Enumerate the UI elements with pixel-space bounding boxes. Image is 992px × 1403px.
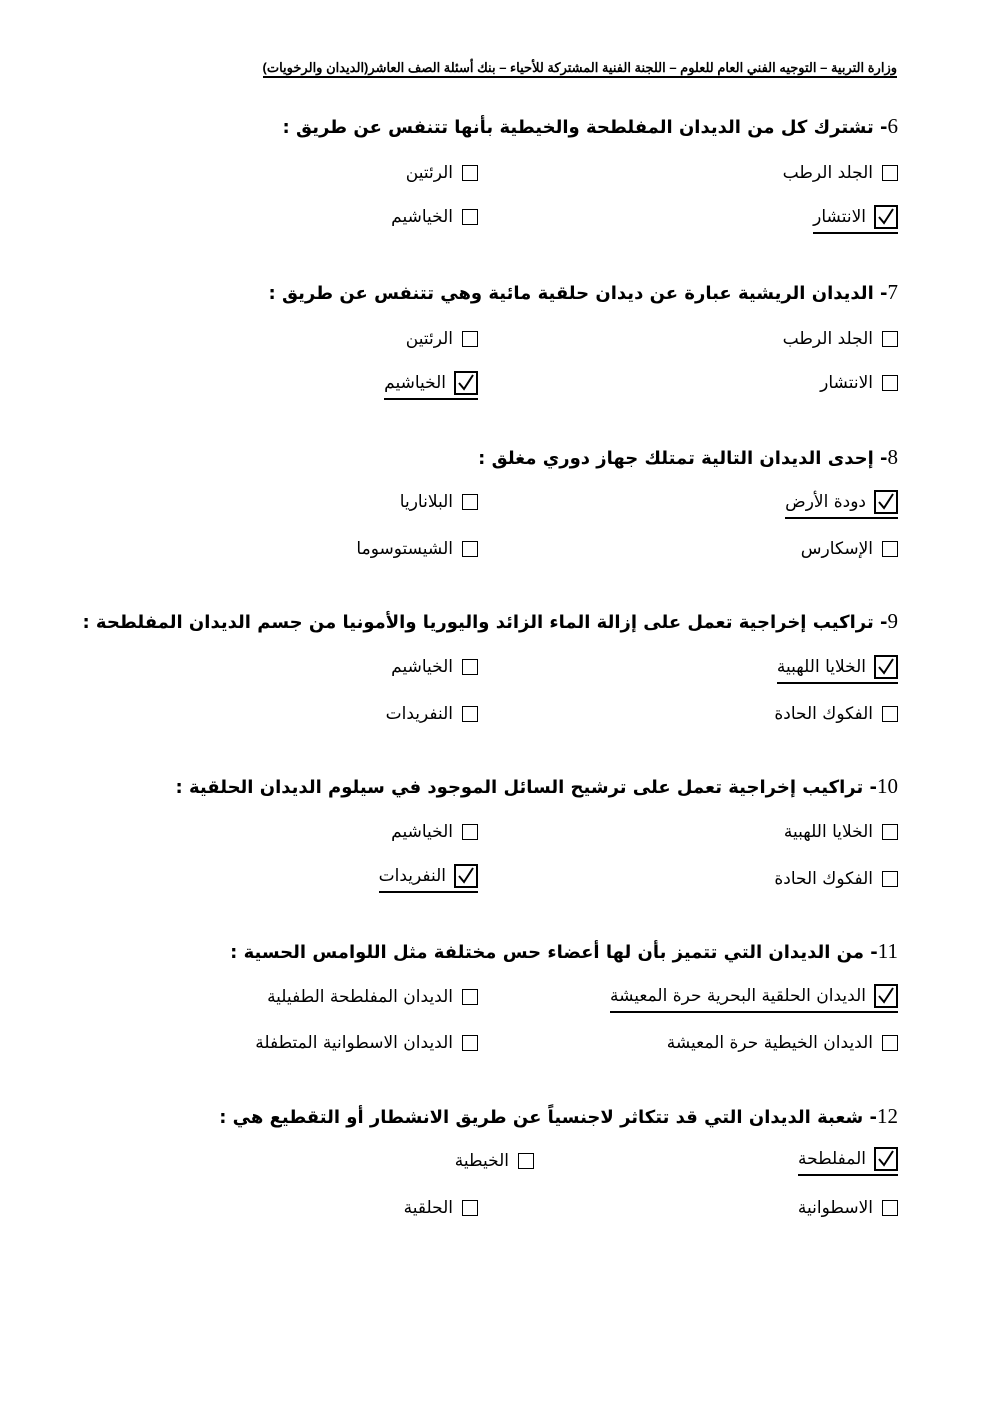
option-label: الخيطية <box>454 1151 509 1171</box>
option-label: المفلطحة <box>798 1149 866 1169</box>
question-12 <box>40 1102 898 1218</box>
checkbox-empty-icon[interactable] <box>882 1200 898 1216</box>
question-text: 6- تشترك كل من الديدان المفلطحة والخيطية بأنها تتنفس عن طريق : <box>282 114 898 138</box>
option-label: الإسكارس <box>800 539 873 559</box>
question-number: 11 <box>877 939 898 963</box>
checkbox-empty-icon[interactable] <box>462 1035 478 1051</box>
checkbox-empty-icon[interactable] <box>462 165 478 181</box>
option-label: الخياشيم <box>391 657 453 677</box>
checkbox-checked-icon[interactable] <box>874 1147 898 1171</box>
checkbox-empty-icon[interactable] <box>882 1035 898 1051</box>
question-stem: شعبة الديدان التي قد تتكاثر لاجنسياً عن طريق الانشطار أو التقطيع هي : <box>219 1107 870 1128</box>
option[interactable] <box>774 864 898 894</box>
option[interactable] <box>798 1193 898 1223</box>
option-label: الرئتين <box>405 329 453 349</box>
checkbox-empty-icon[interactable] <box>882 375 898 391</box>
checkbox-empty-icon[interactable] <box>518 1153 534 1169</box>
option-label: الشيستوسوما <box>356 539 453 559</box>
option-label: الديدان الحلقية البحرية حرة المعيشة <box>609 986 866 1006</box>
option-label: الاسطوانية <box>797 1198 873 1218</box>
option-label: الفكوك الحادة <box>774 704 873 724</box>
option-label: الخياشيم <box>391 822 453 842</box>
option[interactable] <box>783 158 898 188</box>
option-label: النفريدات <box>378 866 446 886</box>
option-label: الانتشار <box>820 373 873 393</box>
option[interactable] <box>356 534 478 564</box>
question-text: 8- إحدى الديدان التالية تمتلك جهاز دوري مغلق : <box>478 445 898 469</box>
option[interactable] <box>391 817 478 847</box>
option-label: الحلقية <box>403 1198 453 1218</box>
checkbox-empty-icon[interactable] <box>462 541 478 557</box>
option-label: الخلايا اللهبية <box>776 657 866 677</box>
option[interactable] <box>255 1028 478 1058</box>
option-selected[interactable] <box>379 861 478 893</box>
checkbox-empty-icon[interactable] <box>462 989 478 1005</box>
option-label: الجلد الرطب <box>782 163 873 183</box>
question-number: 10 <box>877 774 898 798</box>
checkbox-empty-icon[interactable] <box>462 824 478 840</box>
question-stem: تراكيب إخراجية تعمل على إزالة الماء الزائد واليوريا والأمونيا من جسم الديدان المفلطحة : <box>82 612 881 633</box>
checkbox-empty-icon[interactable] <box>882 824 898 840</box>
option[interactable] <box>783 324 898 354</box>
question-7 <box>40 278 898 393</box>
option-label: الديدان الاسطوانية المتطفلة <box>255 1033 453 1053</box>
option-selected[interactable] <box>610 981 898 1013</box>
question-number: 7 <box>887 280 898 304</box>
option-label: دودة الأرض <box>785 492 866 512</box>
checkbox-checked-icon[interactable] <box>454 371 478 395</box>
question-text: 12- شعبة الديدان التي قد تتكاثر لاجنسياً عن طريق الانشطار أو التقطيع هي : <box>219 1104 898 1128</box>
question-8 <box>40 443 898 559</box>
option[interactable] <box>820 368 898 398</box>
option[interactable] <box>391 202 478 232</box>
question-number: 12 <box>877 1104 898 1128</box>
checkbox-empty-icon[interactable] <box>462 659 478 675</box>
option-selected[interactable] <box>777 652 898 684</box>
option[interactable] <box>406 324 478 354</box>
option-selected[interactable] <box>813 202 898 234</box>
checkbox-empty-icon[interactable] <box>882 541 898 557</box>
option-label: الانتشار <box>813 207 866 227</box>
checkbox-empty-icon[interactable] <box>462 1200 478 1216</box>
option-label: البلاناريا <box>399 492 453 512</box>
header-text: وزارة التربية – التوجيه الفني العام للعلوم – اللجنة الفنية المشتركة للأحياء – بنك أسئلة الصف العاشر(الديدان والرخويات) <box>263 60 897 78</box>
question-9 <box>40 607 898 724</box>
option[interactable] <box>386 699 478 729</box>
question-stem: من الديدان التي تتميز بأن لها أعضاء حس مختلفة مثل اللوامس الحسية : <box>230 942 871 963</box>
checkbox-empty-icon[interactable] <box>882 165 898 181</box>
option[interactable] <box>404 1193 478 1223</box>
question-stem: تشترك كل من الديدان المفلطحة والخيطية بأنها تتنفس عن طريق : <box>282 117 881 138</box>
option-selected[interactable] <box>785 487 898 519</box>
question-text: 9- تراكيب إخراجية تعمل على إزالة الماء الزائد واليوريا والأمونيا من جسم الديدان المفلطحة : <box>82 609 898 633</box>
checkbox-checked-icon[interactable] <box>874 984 898 1008</box>
option-selected[interactable] <box>798 1144 898 1176</box>
question-stem: تراكيب إخراجية تعمل على ترشيح السائل الموجود في سيلوم الديدان الحلقية : <box>175 777 870 798</box>
option-label: الديدان الخيطية حرة المعيشة <box>666 1033 873 1053</box>
page-header <box>103 58 897 78</box>
question-11 <box>40 937 898 1053</box>
option-label: الخياشيم <box>391 207 453 227</box>
option-label: الرئتين <box>405 163 453 183</box>
checkbox-empty-icon[interactable] <box>882 871 898 887</box>
checkbox-checked-icon[interactable] <box>874 490 898 514</box>
option-label: الديدان المفلطحة الطفيلية <box>267 987 453 1007</box>
checkbox-empty-icon[interactable] <box>882 331 898 347</box>
question-10 <box>40 772 898 889</box>
option[interactable] <box>455 1146 534 1176</box>
option[interactable] <box>774 699 898 729</box>
question-stem: إحدى الديدان التالية تمتلك جهاز دوري مغلق : <box>478 448 881 469</box>
checkbox-empty-icon[interactable] <box>462 706 478 722</box>
checkbox-empty-icon[interactable] <box>462 494 478 510</box>
option-label: الخلايا اللهبية <box>783 822 873 842</box>
option[interactable] <box>391 652 478 682</box>
question-6 <box>40 112 898 227</box>
checkbox-empty-icon[interactable] <box>882 706 898 722</box>
option-selected[interactable] <box>384 368 478 400</box>
option[interactable] <box>801 534 898 564</box>
option-label: النفريدات <box>385 704 453 724</box>
question-text: 10- تراكيب إخراجية تعمل على ترشيح السائل الموجود في سيلوم الديدان الحلقية : <box>175 774 898 798</box>
option-label: الجلد الرطب <box>782 329 873 349</box>
option-label: الخياشيم <box>384 373 446 393</box>
option[interactable] <box>667 1028 898 1058</box>
option-label: الفكوك الحادة <box>774 869 873 889</box>
option[interactable] <box>784 817 898 847</box>
question-number: 6 <box>887 114 898 138</box>
option[interactable] <box>400 487 478 517</box>
question-stem: الديدان الريشية عبارة عن ديدان حلقية مائية وهي تتنفس عن طريق : <box>268 283 881 304</box>
option[interactable] <box>406 158 478 188</box>
question-number: 8 <box>887 445 898 469</box>
question-text: 7- الديدان الريشية عبارة عن ديدان حلقية مائية وهي تتنفس عن طريق : <box>268 280 898 304</box>
option[interactable] <box>267 982 478 1012</box>
question-text: 11- من الديدان التي تتميز بأن لها أعضاء حس مختلفة مثل اللوامس الحسية : <box>230 939 898 963</box>
checkbox-checked-icon[interactable] <box>874 655 898 679</box>
checkbox-checked-icon[interactable] <box>874 205 898 229</box>
checkbox-empty-icon[interactable] <box>462 209 478 225</box>
checkbox-empty-icon[interactable] <box>462 331 478 347</box>
checkbox-checked-icon[interactable] <box>454 864 478 888</box>
question-number: 9 <box>887 609 898 633</box>
